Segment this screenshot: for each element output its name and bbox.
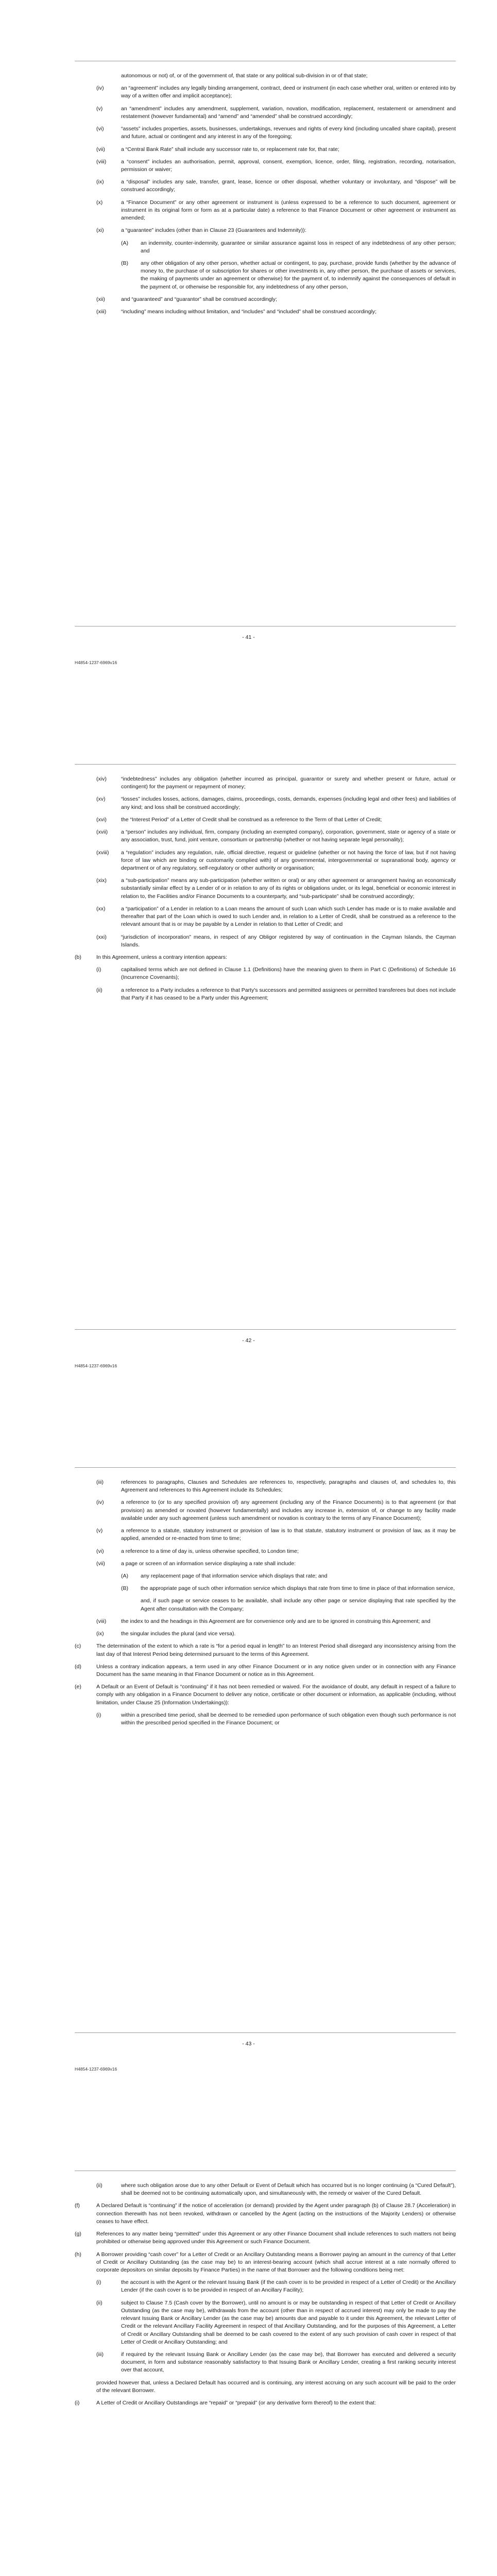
clause-item [75,2230,456,2246]
clause-item [75,816,456,824]
clause-number: (xxi) [96,934,107,940]
clause-item [75,2299,456,2346]
clause-number: (xii) [96,296,105,302]
clause-text: within a prescribed time period, shall be deemed to be remedied upon performance of such obligation even though such performance is not within the prescribed period specified in the Finance Document; or [121,1711,456,1726]
clause-number: (iii) [96,2351,104,2358]
clause-text: any replacement page of that information service which displays that rate; and [141,1572,328,1579]
clause-number: (xvi) [96,816,107,823]
clause-item [75,1683,456,1707]
clause-item [75,2399,456,2407]
clause-number: (viii) [96,158,107,165]
clause-number: (iii) [96,1479,104,1485]
clause-text: an indemnity, counter-indemnity, guarantee or similar assurance against loss in respect of any indebtedness of any other person; and [141,240,456,254]
clause-item [75,240,456,255]
clause-item [75,1560,456,1568]
clause-text: a reference to a statute, statutory instrument or provision of law is to that statute, statutory instrument or provision of law, as it may be applied, amended or re-enacted from time to time; [121,1528,456,1542]
document-reference: H4854-1237-6969v16 [75,660,117,665]
clause-item [75,296,456,303]
page-41 [0,0,497,703]
clause-text: and “guaranteed” and “guarantor” shall be construed accordingly; [121,296,277,302]
clause-item [75,146,456,154]
clause-number: (v) [96,105,103,112]
clause-item [75,1499,456,1522]
clause-item [75,178,456,194]
clause-number: (vi) [96,1548,104,1554]
clause-text: an “amendment” includes any amendment, supplement, variation, novation, modification, replacement, restatement or amendment and restatement (however fundamental) and “amend” and “amended” shall be construed accordingly; [121,105,456,120]
clause-paragraph: provided however that, unless a Declared Default has occurred and is continuing, any interest accruing on any such account will be paid to the order of the relevant Borrower. [96,2379,456,2394]
clause-text: a “Finance Document” or any other agreement or instrument is (unless expressed to be a reference to such document, agreement or instrument in its original form or form as at a particular date) a reference to that Finance Document or other agreement or instrument as amended; [121,199,456,222]
clause-number: (h) [75,2251,81,2258]
clause-text: a “regulation” includes any regulation, rule, official directive, request or guideline (whether or not having the force of law, but if not having force of law which are binding or customarily complied with) of any governmental, intergovernmental or supranational body, agency or department or of any regulatory, self-regulatory or other authority or organisation; [121,849,456,871]
clause-item [75,199,456,223]
clause-item [75,1479,456,1494]
clause-text: a reference to a time of day is, unless otherwise specified, to London time; [121,1548,299,1554]
clause-number: (i) [96,967,101,973]
clause-text: “jurisdiction of incorporation” means, in respect of any Obligor registered by way of continuation in the Cayman Islands, the Cayman Islands. [121,934,456,948]
page-top-rule [75,1467,456,1468]
document-reference: H4854-1237-6969v16 [75,1363,117,1368]
clause-text: a reference to (or to any specified provision of) any agreement (including any of the Finance Documents) is to that agreement (or that provision) as amended or novated (however fundamentally) and includes any increase in, extension of, or change to any facility made available under any such agreement (unless such amendment or novation is contrary to the terms of any Finance Document); [121,1499,456,1521]
clause-text: where such obligation arose due to any other Default or Event of Default which has occurred but is no longer continuing (a “Cured Default”), shall be deemed not to be continuing automatically upon, and simultaneously with, the remedy or waiver of the Cured Default. [121,2182,456,2197]
clause-item [75,877,456,901]
clause-item [75,227,456,234]
clause-text: In this Agreement, unless a contrary intention appears: [96,954,227,960]
page-content [75,72,456,320]
clause-number: (vii) [96,1560,105,1567]
clause-text: The determination of the extent to which a rate is “for a period equal in length” to an Interest Period shall disregard any inconsistency arising from the last day of that Interest Period being determined pursuant to the terms of this Agreement. [96,1643,456,1657]
clause-text: any other obligation of any other person, whether actual or contingent, to pay, purchase, provide funds (whether by the advance of money to, the purchase of or subscription for shares or other investments in, any other person, the purchase of assets or services, the making of payments under an agreement or otherwise) for the payment of, to indemnify against the consequences of default in the payment of, or otherwise be responsible for, any indebtedness of any other person, [141,260,456,290]
clause-item [75,987,456,1002]
clause-number: (vii) [96,146,105,152]
clause-number: (b) [75,954,81,960]
clause-text: Unless a contrary indication appears, a term used in any other Finance Document or in any notice given under or in connection with any Finance Document has the same meaning in that Finance Document or notice as in this Agreement. [96,1663,456,1677]
clause-number: (xiii) [96,309,107,315]
clause-number: (xv) [96,796,106,803]
clause-item [75,1642,456,1658]
clause-item [75,775,456,791]
clause-number: (xx) [96,905,106,912]
clause-item [75,2202,456,2226]
clause-item [75,966,456,981]
clause-text: subject to Clause 7.5 (Cash cover by the Borrower), until no amount is or may be outstanding in respect of that Letter of Credit or Ancillary Outstanding (as the case may be), withdrawals from the account (other than in respect of accrued interest) may only be made to pay the relevant Issuing Bank or Ancillary Lender (as the case may be) amounts due and payable to it under this Agreement, the relevant Letter of Credit or the relevant Ancillary Facility Agreement in respect of that Ancillary Outstanding, and for the purposes of this Agreement, a Letter of Credit or Ancillary Outstanding shall be deemed to be cash covered to the extent of any such provision of cash cover in respect of that Letter of Credit or Ancillary Outstanding; and [121,2299,456,2345]
clause-text: a “consent” includes an authorisation, permit, approval, consent, exemption, licence, order, filing, registration, recording, notarisation, permission or waiver; [121,158,456,173]
clause-item [75,2182,456,2197]
clause-text: A Declared Default is “continuing” if the notice of acceleration (or demand) provided by the Agent under paragraph (b) of Clause 28.7 (Acceleration) in connection therewith has not been revoked, withdrawn or cancelled by the Agent (acting on the instructions of the Majority Lenders) or otherwise ceases to have effect. [96,2202,456,2225]
clause-text: “indebtedness” includes any obligation (whether incurred as principal, guarantor or surety and whether present or future, actual or contingent) for the payment or repayment of money; [121,776,456,790]
clause-text: a page or screen of an information service displaying a rate shall include: [121,1560,296,1567]
clause-number: (A) [121,240,128,246]
clause-text: references to paragraphs, Clauses and Schedules are references to, respectively, paragraphs and clauses of, and schedules to, this Agreement and references to this Agreement include its Schedules; [121,1479,456,1494]
clause-item [75,934,456,949]
clause-item [75,1618,456,1625]
clause-number: (vi) [96,126,104,132]
clause-text: an “agreement” includes any legally binding arrangement, contract, deed or instrument (in each case whether oral, written or entered into by way of a written offer and implicit acceptance); [121,85,456,99]
page-number: - 41 - [242,634,255,640]
clause-item [75,954,456,961]
clause-number: (ii) [96,987,102,993]
clause-text: the “Interest Period” of a Letter of Credit shall be construed as a reference to the Term of that Letter of Credit; [121,816,382,823]
clause-number: (iv) [96,1499,104,1506]
clause-number: (viii) [96,1618,107,1624]
clause-paragraph: autonomous or not) of, or of the government of, that state or any political sub-division in or of that state; [121,73,368,79]
clause-item [75,308,456,316]
page-44 [0,2110,497,2576]
clause-text: “including” means including without limitation, and “includes” and “included” shall be construed accordingly; [121,309,377,315]
clause-item [75,2279,456,2294]
clause-text: “losses” includes losses, actions, damages, claims, proceedings, costs, demands, expenses (including legal and other fees) and liabilities of any kind; and loss shall be construed accordingly; [121,796,456,810]
clause-item [75,1663,456,1679]
clause-paragraph: and, if such page or service ceases to be available, shall include any other page or service displaying that rate specified by the Agent after consultation with the Company; [141,1598,456,1612]
clause-item [75,2351,456,2375]
clause-item [75,1630,456,1638]
clause-item [75,260,456,291]
clause-number: (c) [75,1643,81,1650]
clause-text: a “person” includes any individual, firm, company (including an exempted company), corporation, government, state or agency of a state or any association, trust, fund, joint venture, consortium or partnership (whether or not having separate legal personality); [121,829,456,843]
page-number: - 42 - [242,1337,255,1344]
page-content [75,1479,456,1732]
clause-text: the appropriate page of such other information service which displays that rate from time to time in place of that information service, [141,1585,455,1592]
clause-text: A Borrower providing “cash cover” for a Letter of Credit or an Ancillary Outstanding means a Borrower paying an amount in the currency of that Letter of Credit or Ancillary Outstanding (as the case may be) to an interest-bearing account (which shall accrue interest at a rate normally offered to corporate depositors on similar deposits by Finance Parties) in the name of that Borrower and the following conditions being met: [96,2251,456,2273]
clause-item [75,105,456,121]
clause-text: capitalised terms which are not defined in Clause 1.1 (Definitions) have the meaning given to them in Part C (Definitions) of Schedule 16 (Incurrence Covenants); [121,967,456,981]
clause-number: (ix) [96,1631,104,1637]
clause-text: “assets” includes properties, assets, businesses, undertakings, revenues and rights of every kind (including uncalled share capital), present and future, actual or contingent and any interest in any of the foregoing; [121,126,456,140]
clause-item [75,1711,456,1727]
clause-item [75,2251,456,2275]
clause-text: A Default or an Event of Default is “continuing” if it has not been remedied or waived. For the avoidance of doubt, any default in respect of a failure to comply with any obligation in a Finance Document to deliver any notice, certificate or other document or information, as applicable (including, without limitation, under Clause 25 (Information Undertakings)): [96,1684,456,1706]
clause-text: the index to and the headings in this Agreement are for convenience only and are to be ignored in construing this Agreement; and [121,1618,431,1624]
clause-text: the account is with the Agent or the relevant Issuing Bank (if the cash cover is to be provided in respect of a Letter of Credit) or the Ancillary Lender (if the cash cover is to be provided in respect of an Ancillary Facility); [121,2279,456,2294]
page-content [75,2182,456,2412]
clause-number: (ii) [96,2182,102,2189]
page-43 [0,1406,497,2110]
clause-number: (i) [75,2400,80,2406]
page-top-rule [75,764,456,765]
clause-text: a “guarantee” includes (other than in Clause 23 (Guarantees and Indemnity)): [121,227,306,234]
clause-number: (e) [75,1684,81,1690]
clause-item [75,1585,456,1592]
clause-text: a “Central Bank Rate” shall include any successor rate to, or replacement rate for, that rate; [121,146,339,152]
clause-text: a “participation” of a Lender in relation to a Loan means the amount of such Loan which such Lender has made or is to make available and thereafter that part of the Loan which is owed to such Lender and, in relation to a Letter of Credit, shall be construed as a reference to the relevant amount that is or may be payable by a Lender in relation to that Letter of Credit; and [121,905,456,928]
clause-number: (iv) [96,85,104,92]
clause-item [75,1527,456,1543]
clause-number: (v) [96,1528,103,1534]
clause-number: (g) [75,2231,81,2238]
clause-number: (ix) [96,179,104,185]
clause-item [75,905,456,929]
document-reference: H4854-1237-6969v16 [75,2066,117,2072]
clause-number: (xviii) [96,849,109,856]
clause-item [75,158,456,174]
clause-text: References to any matter being “permitted” under this Agreement or any other Finance Document shall include references to such matters not being prohibited or otherwise being approved under this Agreement or such Finance Document. [96,2231,456,2245]
clause-item [75,849,456,873]
clause-text: a “disposal” includes any sale, transfer, grant, lease, licence or other disposal, whether voluntary or involuntary, and “dispose” will be construed accordingly; [121,179,456,193]
page-bottom-rule [75,1329,456,1330]
clause-text: if required by the relevant Issuing Bank or Ancillary Lender (as the case may be), that Borrower has executed and delivered a security document, in form and substance reasonably satisfactory to that Issuing Bank or Ancillary Lender, creating a first ranking security interest over that account, [121,2351,456,2374]
clause-item [75,84,456,100]
clause-item [75,828,456,844]
clause-item [75,1548,456,1555]
clause-number: (B) [121,1585,128,1592]
page-bottom-rule [75,2032,456,2033]
clause-text: the singular includes the plural (and vice versa). [121,1631,236,1637]
page-content [75,775,456,1007]
page-number: - 43 - [242,2041,255,2047]
clause-text: a “sub-participation” means any sub-participation (whether written or oral) or any other agreement or arrangement having an economically substantially similar effect by a Lender of or in relation to any of its rights or obligations under, or its legal, beneficial or economic interest in relation to, the Facilities and/or Finance Documents to a counterparty, and “sub-participate” shall be construed accordingly; [121,877,456,900]
clause-number: (A) [121,1572,128,1579]
clause-item [75,1572,456,1580]
clause-number: (xix) [96,877,107,884]
clause-number: (xiv) [96,776,107,782]
clause-number: (ii) [96,2299,102,2306]
clause-number: (i) [96,2279,101,2286]
clause-number: (xi) [96,227,104,234]
clause-number: (xvii) [96,829,108,836]
clause-number: (f) [75,2202,80,2209]
clause-number: (x) [96,199,103,206]
clause-number: (B) [121,260,128,266]
clause-text: A Letter of Credit or Ancillary Outstandings are “repaid” or “prepaid” (or any derivative form thereof) to the extent that: [96,2400,376,2406]
clause-number: (i) [96,1711,101,1718]
clause-item [75,795,456,811]
clause-text: a reference to a Party includes a reference to that Party's successors and permitted assignees or permitted transferees but does not include that Party if it has ceased to be a Party under this Agreement; [121,987,456,1001]
clause-number: (d) [75,1663,81,1670]
clause-item [75,125,456,141]
page-42 [0,703,497,1406]
